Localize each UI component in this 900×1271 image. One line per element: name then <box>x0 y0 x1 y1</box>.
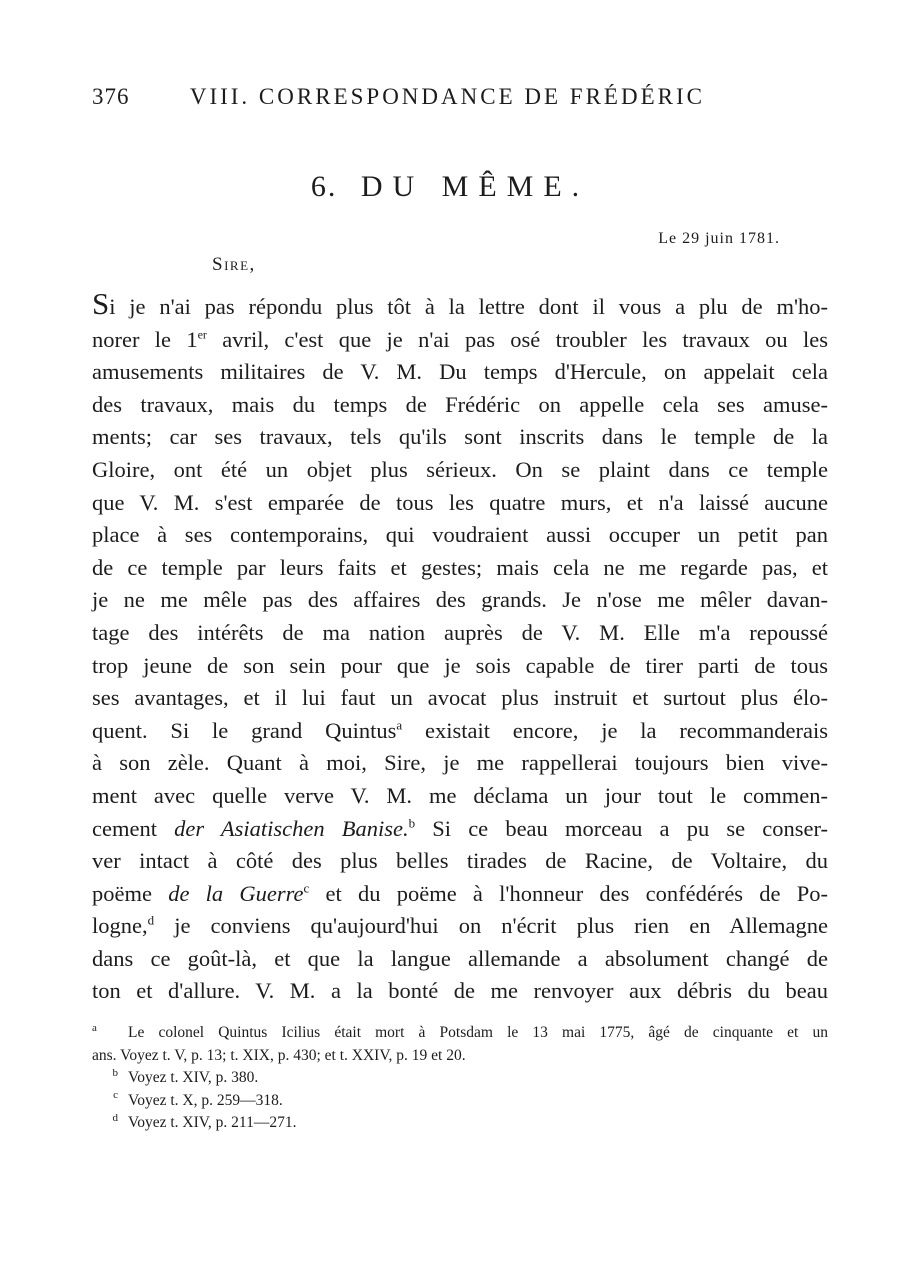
footnote-c-text: Voyez t. X, p. 259—318. <box>128 1091 283 1109</box>
section-heading <box>0 170 900 204</box>
body-line-1-text: i je n'ai pas répondu plus tôt à la lettre dont il vous a plu de m'ho- <box>109 294 828 319</box>
salutation: Sire, <box>212 254 256 275</box>
body-line-4: des travaux, mais du temps de Frédéric on appelle cela ses amuse- <box>92 391 828 417</box>
footnote-ref-b: b <box>408 815 416 830</box>
running-head <box>92 84 705 110</box>
body-line-18: ver intact à côté des plus belles tirades de Racine, de Voltaire, du <box>92 848 828 874</box>
body-line-12: trop jeune de son sein pour que je sois capable de tirer parti de tous <box>92 652 828 678</box>
body-line-17-text-a: cement <box>92 815 175 841</box>
footnote-c: c Voyez t. X, p. 259—318. <box>113 1089 283 1109</box>
running-head-title: VIII. CORRESPONDANCE DE FRÉDÉRIC <box>189 84 705 109</box>
body-line-22: ton et d'allure. V. M. a la bonté de me renvoyer aux débris du beau <box>92 978 828 1004</box>
footnote-ref-d: d <box>147 912 155 928</box>
footnote-a-text-2: ans. Voyez t. V, p. 13; t. XIX, p. 430; et t. XXIV, p. 19 et 20. <box>92 1046 466 1064</box>
body-line-20 <box>92 910 828 943</box>
body-line-6: Gloire, ont été un objet plus sérieux. On se plaint dans ce temple <box>92 456 828 482</box>
footnote-ref-c: c <box>303 880 310 896</box>
body-line-14-text-a: quent. Si le grand Quintus <box>92 717 397 743</box>
body-line-2-text-a: norer le 1 <box>92 326 198 352</box>
section-number: 6. <box>310 170 338 203</box>
body-line-17 <box>92 813 828 846</box>
body-line-5: ments; car ses travaux, tels qu'ils sont inscrits dans le temple de la <box>92 424 828 450</box>
body-line-8: place à ses contemporains, qui voudraient aussi occuper un petit pan <box>92 522 828 548</box>
page-number: 376 <box>92 84 130 109</box>
body-line-10: je ne me mêle pas des affaires des grands. Je n'ose me mêler davan- <box>92 587 828 613</box>
footnote-d: d Voyez t. XIV, p. 211—271. <box>112 1111 297 1131</box>
body-line-1 <box>92 288 828 324</box>
body-line-14 <box>92 715 828 748</box>
body-line-19-text-b: et du poëme à l'honneur des confédérés de Po- <box>309 880 828 906</box>
footnote-d-text: Voyez t. XIV, p. 211—271. <box>128 1114 297 1131</box>
footnote-a <box>92 1022 828 1067</box>
body-line-2-text-b: avril, c'est que je n'ai pas osé troubler les travaux ou les <box>206 326 828 352</box>
italic-title-banise: der Asiatischen Banise. <box>174 815 409 841</box>
footnote-a-text-1: Le colonel Quintus Icilius était mort à Potsdam le 13 mai 1775, âgé de cinquante et un <box>128 1024 828 1041</box>
letter-body <box>92 288 828 1008</box>
body-line-20-text-a: logne, <box>92 913 148 939</box>
body-line-19-text-a: poëme <box>92 880 169 906</box>
body-line-15: à son zèle. Quant à moi, Sire, je me rappellerai toujours bien vive- <box>92 750 828 776</box>
italic-title-guerre: de la Guerre <box>168 880 304 906</box>
body-line-7: que V. M. s'est emparée de tous les quatre murs, et n'a laissé aucune <box>92 489 828 515</box>
body-line-11: tage des intérêts de ma nation auprès de V. M. Elle m'a repoussé <box>92 619 828 645</box>
body-line-21: dans ce goût-là, et que la langue allemande a absolument changé de <box>92 945 828 971</box>
body-line-17-text-b: Si ce beau morceau a pu se conser- <box>415 815 828 841</box>
body-line-16: ment avec quelle verve V. M. me déclama un jour tout le commen- <box>92 782 828 808</box>
body-line-2 <box>92 324 828 357</box>
body-line-13: ses avantages, et il lui faut un avocat plus instruit et surtout plus élo- <box>92 685 828 711</box>
superscript-er: er <box>197 327 207 342</box>
footnote-ref-a: a <box>396 717 403 733</box>
section-title: DU MÊME. <box>360 170 590 203</box>
body-line-9: de ce temple par leurs faits et gestes; mais cela ne me regarde pas, et <box>92 554 828 580</box>
footnote-b-text: Voyez t. XIV, p. 380. <box>128 1069 259 1086</box>
footnotes <box>92 1022 828 1135</box>
letter-date: Le 29 juin 1781. <box>658 230 780 247</box>
footnote-a-line-1: a Le colonel Quintus Icilius était mort à Potsdam le 13 mai 1775, âgé de cinquante et un <box>92 1021 828 1041</box>
body-line-19 <box>92 878 828 911</box>
body-line-20-text-b: je conviens qu'aujourd'hui on n'écrit plus rien en Allemagne <box>154 913 828 939</box>
drop-cap: S <box>92 286 110 321</box>
footnote-b: b Voyez t. XIV, p. 380. <box>112 1066 259 1086</box>
body-line-3: amusements militaires de V. M. Du temps d'Hercule, on appelait cela <box>92 359 828 385</box>
body-line-14-text-b: existait encore, je la recommanderais <box>402 717 828 743</box>
